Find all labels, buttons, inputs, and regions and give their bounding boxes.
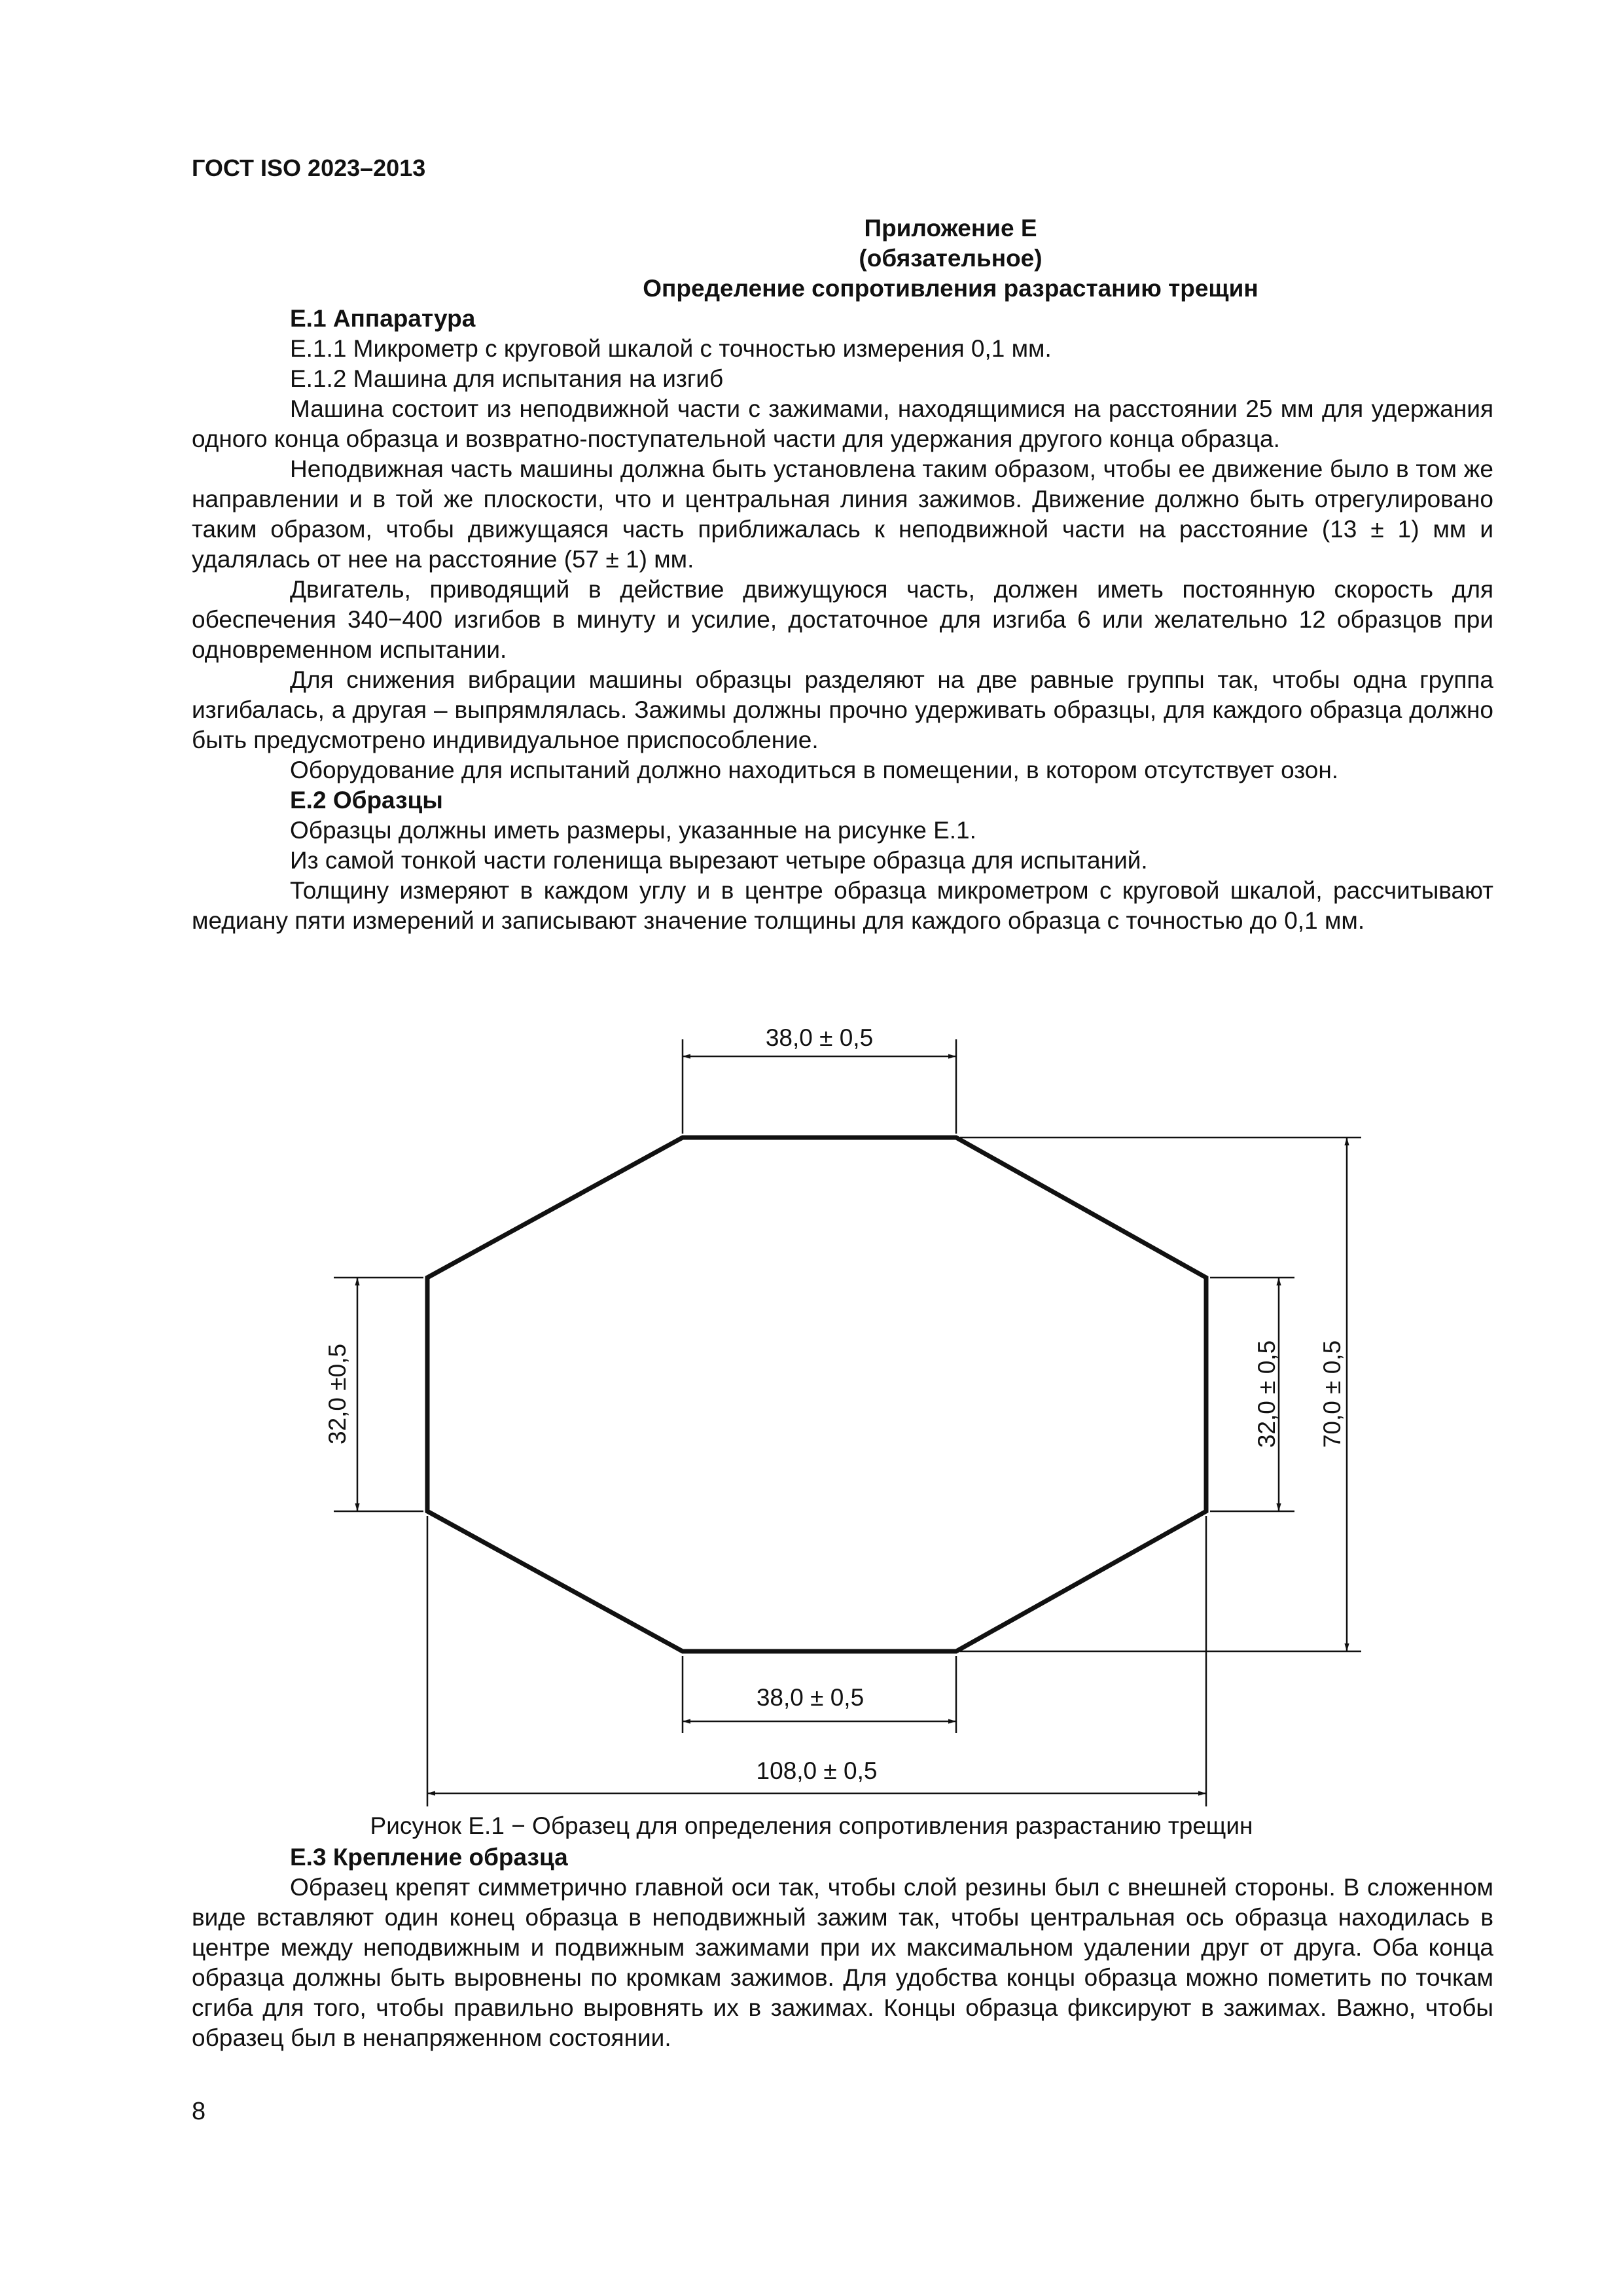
overall-height-dimension [960,1138,1361,1651]
specimen-outline [427,1138,1206,1651]
paragraph: Машина состоит из неподвижной части с зажимами, находящимися на расстоянии 25 мм для удержания одного конца образца и возвратно-поступательной части для удержания другого конца образца. [192,395,1493,452]
specimen-drawing [0,1021,1623,1820]
paragraph: Образцы должны иметь размеры, указанные на рисунке Е.1. [290,817,976,844]
appendix-status: (обязательное) [859,245,1043,272]
paragraph: Толщину измеряют в каждом углу и в центре образца микрометром с круговой шкалой, рассчитывают медиану пяти измерений и записывают значение толщины для каждого образца с точностью до 0,1 мм. [192,877,1493,934]
dim-top-label: 38,0 ± 0,5 [765,1024,874,1051]
dim-left-label: 32,0 ±0,5 [324,1343,351,1445]
appendix-subject: Определение сопротивления разрастанию трещин [643,275,1258,302]
figure-e1 [0,1021,1623,1820]
paragraph: Для снижения вибрации машины образцы разделяют на две равные группы так, чтобы одна группа изгибалась, а другая – выпрямлялась. Зажимы должны прочно удерживать образцы, для каждого образца должно быть предусмотрено индивидуальное приспособление. [192,666,1493,753]
paragraph: Неподвижная часть машины должна быть установлена таким образом, чтобы ее движение было в том же направлении и в той же плоскости, что и центральная линия зажимов. Движение должно быть отрегулировано таким образом, чтобы движущаяся часть приближалась к неподвижной части на расстояние (13 ± 1) мм и удалялась от нее на расстояние (57 ± 1) мм. [192,456,1493,573]
section-e3-heading: Е.3 Крепление образца [290,1844,568,1871]
dim-right-label: 32,0 ± 0,5 [1253,1340,1280,1448]
paragraph: Двигатель, приводящий в действие движущуюся часть, должен иметь постоянную скорость для обеспечения 340−400 изгибов в минуту и усилие, достаточное для изгиба 6 или желательно 12 образцов при одновременном испытании. [192,576,1493,663]
paragraph: Из самой тонкой части голенища вырезают четыре образца для испытаний. [290,847,1148,874]
section-e1-heading: Е.1 Аппаратура [290,305,476,332]
right-side-dimension [1210,1278,1294,1511]
main-text [192,213,1493,936]
appendix-title: Приложение Е [864,215,1037,242]
paragraph: Е.1.2 Машина для испытания на изгиб [290,365,724,392]
dim-overall-width-label: 108,0 ± 0,5 [756,1757,878,1784]
paragraph: Е.1.1 Микрометр с круговой шкалой с точностью измерения 0,1 мм. [290,335,1052,362]
dim-overall-height-label: 70,0 ± 0,5 [1319,1340,1346,1448]
paragraph: Оборудование для испытаний должно находиться в помещении, в котором отсутствует озон. [290,757,1339,783]
dim-bottom-label: 38,0 ± 0,5 [756,1684,865,1711]
page-number: 8 [192,2098,206,2125]
document-code: ГОСТ ISO 2023–2013 [192,154,426,181]
figure-caption: Рисунок Е.1 − Образец для определения сопротивления разрастанию трещин [370,1812,1253,1839]
section-e2-heading: Е.2 Образцы [290,787,443,814]
top-width-dimension [683,1039,956,1134]
paragraph: Образец крепят симметрично главной оси так, чтобы слой резины был с внешней стороны. В сложенном виде вставляют один конец образца в неподвижный зажим так, чтобы центральная ось образца находилась в центре между неподвижным и подвижным зажимами при их максимальном удалении друг от друга. Оба конца образца должны быть выровнены по кромкам зажимов. Для удобства концы образца можно пометить по точкам сгиба для того, чтобы правильно выровнять их в зажимах. Концы образца фиксируют в зажимах. Важно, чтобы образец был в ненапряженном состоянии. [192,1874,1493,2051]
section-e3 [192,1842,1493,2053]
